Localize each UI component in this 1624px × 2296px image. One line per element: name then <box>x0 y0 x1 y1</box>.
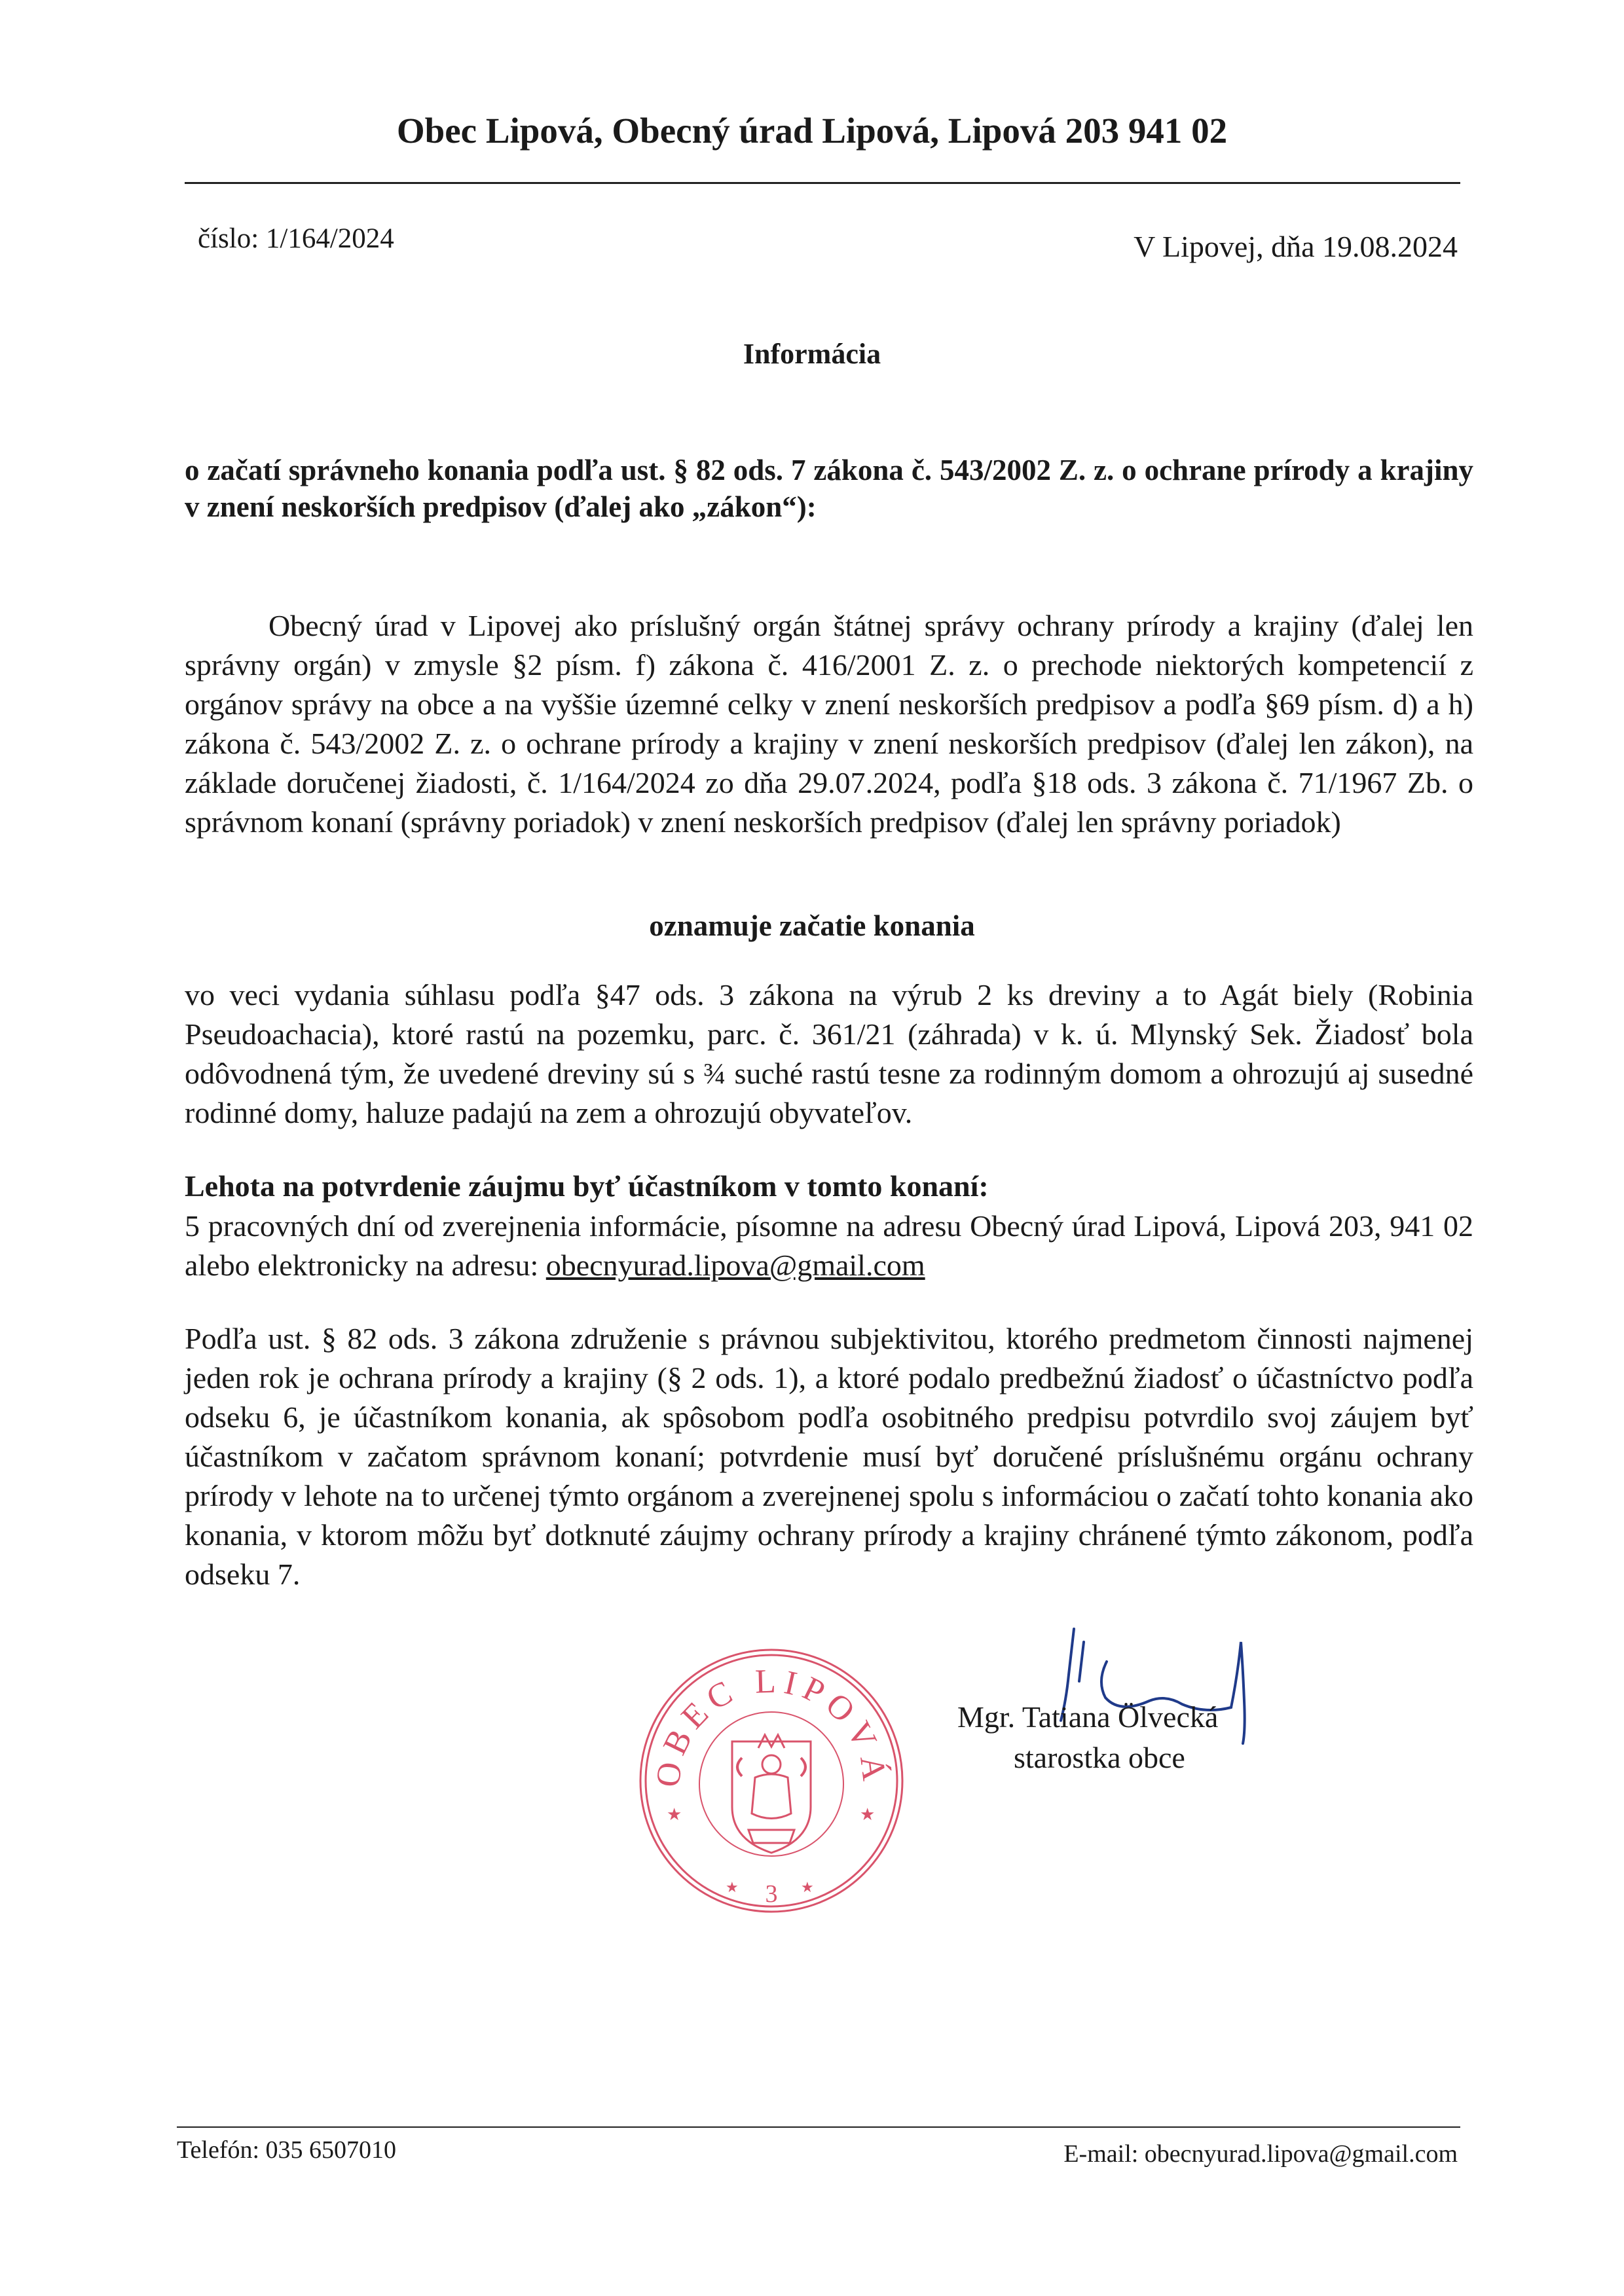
deadline-paragraph <box>185 1207 1473 1285</box>
official-stamp <box>634 1643 909 1918</box>
svg-text:OBEC LIPOVÁ: OBEC LIPOVÁ <box>649 1662 894 1789</box>
deadline-title: Lehota na potvrdenie záujmu byť účastníkom v tomto konaní: <box>185 1169 989 1203</box>
signer-name: Mgr. Tatiana Ölvecká <box>957 1700 1219 1734</box>
svg-text:3: 3 <box>765 1880 778 1908</box>
deadline-text: 5 pracovných dní od zverejnenia informácie, písomne na adresu Obecný úrad Lipová, Lipová 203, 941 02 alebo elektronicky na adresu: <box>185 1209 1473 1282</box>
legal-note-paragraph: Podľa ust. § 82 ods. 3 zákona združenie s právnou subjektivitou, ktorého predmetom činnosti najmenej jeden rok je ochrana prírody a krajiny (§ 2 ods. 1), a ktoré podalo predbežnú žiadosť o účastníctvo podľa odseku 6, je účastníkom konania, ak spôsobom podľa osobitného predpisu potvrdilo svoj záujem byť účastníkom v začatom správnom konaní; potvrdenie musí byť doručené príslušnému orgánu ochrany prírody v lehote na to určenej týmto orgánom a zverejnenej spolu s informáciou o začatí tohto konania ako konania, v ktorom môžu byť dotknuté záujmy ochrany prírody a krajiny chránené týmto zákonom, podľa odseku 7. <box>185 1322 1473 1591</box>
svg-text:★: ★ <box>801 1879 814 1895</box>
document-heading: Informácia <box>743 338 881 370</box>
document-subject: o začatí správneho konania podľa ust. § 82 ods. 7 zákona č. 543/2002 Z. z. o ochrane prírody a krajiny v znení neskorších predpisov (ďalej ako „zákon“): <box>185 454 1473 523</box>
deadline-email-link[interactable]: obecnyurad.lipova@gmail.com <box>545 1248 925 1282</box>
svg-text:★: ★ <box>860 1805 876 1824</box>
reference-number: číslo: 1/164/2024 <box>198 223 394 254</box>
intro-paragraph: Obecný úrad v Lipovej ako príslušný orgán štátnej správy ochrany prírody a krajiny (ďalej len správny orgán) v zmysle §2 písm. f) zákona č. 416/2001 Z. z. o prechode niektorých kompetencií z orgánov správy na obce a na vyššie územné celky v znení neskorších predpisov a podľa §69 písm. d) a h) zákona č. 543/2002 Z. z. o ochrane prírody a krajiny v znení neskorších predpisov (ďalej len zákon), na základe doručenej žiadosti, č. 1/164/2024 zo dňa 29.07.2024, podľa §18 ods. 3 zákona č. 71/1967 Zb. o správnom konaní (správny poriadok) v znení neskorších predpisov (ďalej len správny poriadok) <box>185 609 1473 839</box>
footer-phone: Telefón: 035 6507010 <box>177 2136 397 2164</box>
svg-text:★: ★ <box>726 1879 739 1895</box>
announcement-heading: oznamuje začatie konania <box>649 909 975 942</box>
matter-paragraph: vo veci vydania súhlasu podľa §47 ods. 3 zákona na výrub 2 ks dreviny a to Agát biely (Robinia Pseudoachacia), ktoré rastú na pozemku, parc. č. 361/21 (záhrada) v k. ú. Mlynský Sek. Žiadosť bola odôvodnená tým, že uvedené dreviny sú s ¾ suché rastú tesne za rodinným domom a ohrozujú aj susedné rodinné domy, haluze padajú na zem a ohrozujú obyvateľov. <box>185 978 1473 1129</box>
footer-divider <box>177 2126 1460 2128</box>
svg-text:★: ★ <box>667 1805 682 1824</box>
letterhead-title: Obec Lipová, Obecný úrad Lipová, Lipová 203 941 02 <box>396 111 1228 151</box>
header-divider <box>185 182 1460 184</box>
place-and-date: V Lipovej, dňa 19.08.2024 <box>1134 230 1458 263</box>
signer-role: starostka obce <box>1014 1741 1185 1774</box>
footer-email: E-mail: obecnyurad.lipova@gmail.com <box>1063 2140 1458 2168</box>
